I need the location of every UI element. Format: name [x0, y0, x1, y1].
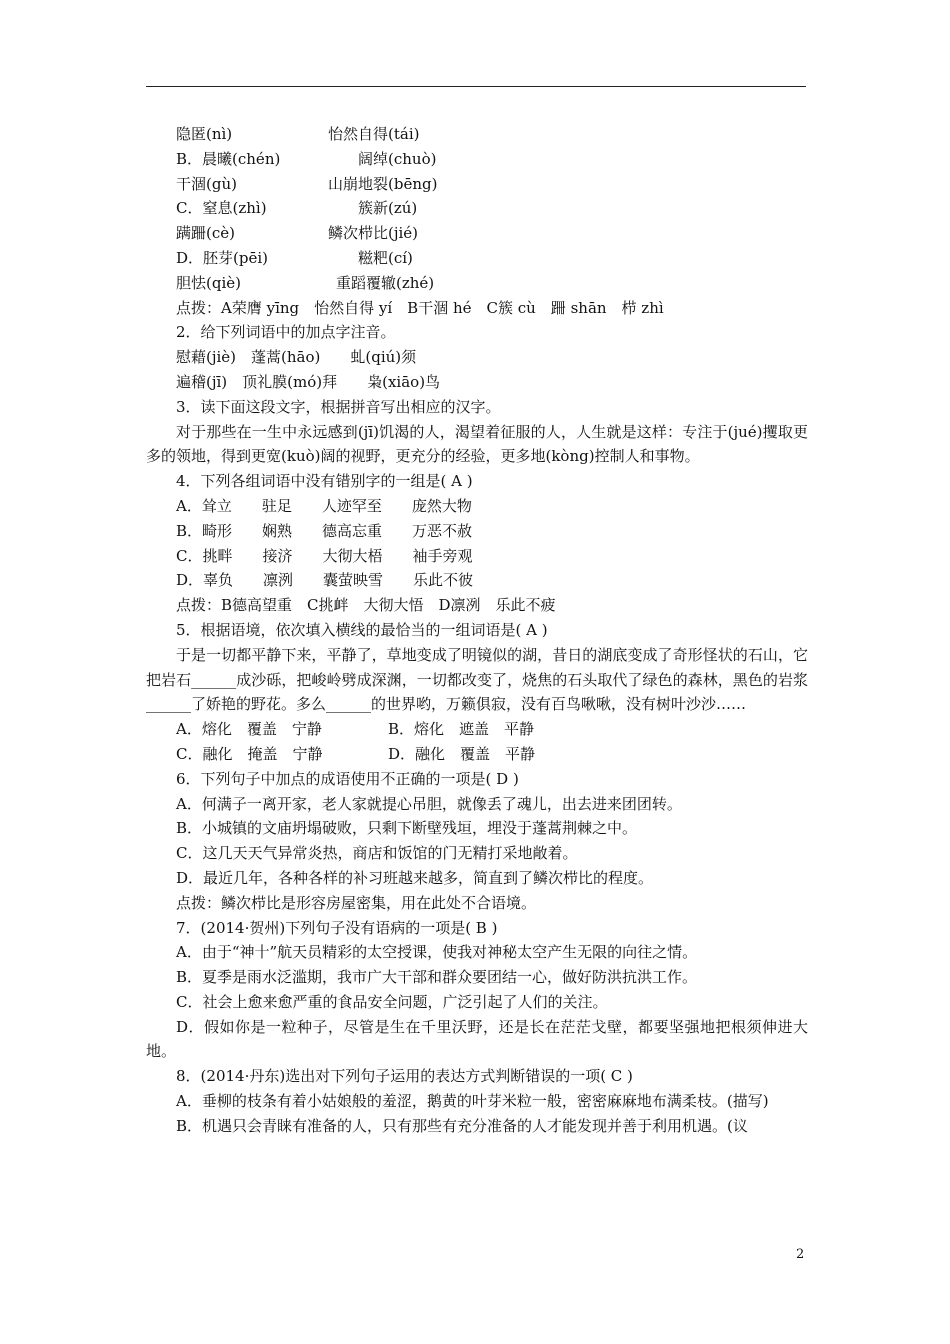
line-text: 于是一切都平静下来，平静了，草地变成了明镜似的湖，昔日的湖底变成了奇形怪状的石山，它把岩石______成沙砾，把峻岭劈成深渊，一切都改变了，烧焦的石头取代了绿色的森林，黑色的岩浆______了娇艳的野花。多么______的世界哟，万籁俱寂，没有百鸟啾啾，没有树叶沙沙……: [146, 645, 808, 714]
line-text: 遍稽(jī) 顶礼膜(mó)拜 枭(xiāo)鸟: [176, 372, 441, 391]
text-line: [146, 1114, 808, 1139]
text-line: [146, 469, 808, 494]
line-text: 点拨：A荣膺 yīng 怡然自得 yí B干涸 hé C簇 cù 跚 shān 栉 zhì: [176, 298, 664, 317]
line-column-left: 蹒跚(cè): [176, 224, 235, 243]
text-line: [146, 866, 808, 891]
line-text: D．假如你是一粒种子，尽管是生在千里沃野，还是长在茫茫戈壁，都要坚强地把根须伸进大地。: [146, 1017, 808, 1061]
line-column-left: 隐匿(nì): [176, 125, 233, 143]
text-line: [146, 370, 808, 395]
line-column-left: D．胚芽(pēi): [176, 248, 269, 267]
text-line: [146, 320, 808, 345]
text-line: [146, 494, 808, 519]
text-line: [146, 841, 808, 866]
line-text: B．畸形 娴熟 德高忘重 万恶不赦: [176, 521, 473, 540]
line-text: 2．给下列词语中的加点字注音。: [176, 323, 396, 342]
line-text: 7．(2014·贺州)下列句子没有语病的一项是( B ): [176, 918, 498, 937]
text-line: [146, 345, 808, 370]
text-line: [146, 767, 808, 792]
line-column-left: 胆怯(qiè): [176, 273, 241, 292]
text-line: [146, 643, 808, 717]
line-column-right: 怡然自得(tái): [328, 125, 420, 143]
text-line: [146, 519, 808, 544]
text-line: [146, 544, 808, 569]
line-text: B．机遇只会青睐有准备的人，只有那些有充分准备的人才能发现并善于利用机遇。(议: [176, 1116, 748, 1135]
text-line: [146, 246, 808, 271]
text-line: [146, 792, 808, 817]
text-line: [146, 196, 808, 221]
text-line: [146, 891, 808, 916]
text-line: [146, 965, 808, 990]
text-line: [146, 916, 808, 941]
line-column-left: C．融化 掩盖 宁静: [176, 744, 323, 763]
text-line: [146, 618, 808, 643]
text-line: [146, 742, 808, 767]
text-line: [146, 296, 808, 321]
line-text: C．挑畔 接济 大彻大梧 袖手旁观: [176, 546, 473, 565]
line-text: C．社会上愈来愈严重的食品安全问题，广泛引起了人们的关注。: [176, 992, 608, 1011]
line-text: B．夏季是雨水泛滥期，我市广大干部和群众要团结一心，做好防洪抗洪工作。: [176, 968, 698, 987]
page-number: 2: [796, 1247, 805, 1262]
text-line: [146, 990, 808, 1015]
line-text: 5．根据语境，依次填入横线的最恰当的一组词语是( A ): [176, 620, 548, 639]
text-line: [146, 1089, 808, 1114]
line-column-left: C．窒息(zhì): [176, 199, 267, 218]
text-line: [146, 816, 808, 841]
text-line: [146, 593, 808, 618]
line-column-right: D．融化 覆盖 平静: [388, 744, 536, 763]
line-text: 8．(2014·丹东)选出对下列句子运用的表达方式判断错误的一项( C ): [176, 1067, 633, 1086]
line-text: B．小城镇的文庙坍塌破败，只剩下断壁残垣，埋没于蓬蒿荆棘之中。: [176, 819, 638, 838]
text-line: [146, 271, 808, 296]
line-text: C．这几天天气异常炎热，商店和饭馆的门无精打采地敞着。: [176, 844, 578, 863]
line-text: 6．下列句子中加点的成语使用不正确的一项是( D ): [176, 769, 519, 788]
line-text: A．何满子一离开家，老人家就提心吊胆，就像丢了魂儿，出去进来团团转。: [176, 794, 682, 813]
line-column-left: A．熔化 覆盖 宁静: [176, 720, 322, 739]
text-line: [146, 940, 808, 965]
text-line: [146, 568, 808, 593]
line-text: D．最近几年，各种各样的补习班越来越多，简直到了鳞次栉比的程度。: [176, 868, 654, 887]
line-text: A．由于“神十”航天员精彩的太空授课，使我对神秘太空产生无限的向往之情。: [176, 943, 698, 962]
header-rule: [146, 86, 806, 87]
text-line: [146, 172, 808, 197]
line-text: 点拨：B德高望重 C挑衅 大彻大悟 D凛冽 乐此不疲: [176, 596, 556, 615]
text-line: [146, 122, 808, 147]
line-text: A．耸立 驻足 人迹罕至 庞然大物: [176, 496, 472, 515]
line-text: 慰藉(jiè) 蓬蒿(hāo) 虬(qiú)须: [176, 348, 417, 367]
text-line: [146, 221, 808, 246]
text-line: [146, 420, 808, 470]
document-body: [146, 122, 808, 1139]
line-column-right: 簇新(zú): [358, 199, 418, 218]
line-column-right: 阔绰(chuò): [358, 149, 437, 168]
line-text: 点拨：鳞次栉比是形容房屋密集，用在此处不合语境。: [176, 893, 537, 912]
line-column-left: B．晨曦(chén): [176, 149, 281, 168]
line-text: 对于那些在一生中永远感到(jī)饥渴的人，渴望着征服的人，人生就是这样：专注于(jué)攫取更多的领地，得到更宽(kuò)阔的视野，更充分的经验，更多地(kòng)控制人和事物。: [146, 422, 808, 466]
line-column-right: 重蹈覆辙(zhé): [336, 273, 435, 292]
text-line: [146, 1015, 808, 1065]
line-column-right: 山崩地裂(bēng): [328, 174, 438, 193]
text-line: [146, 717, 808, 742]
line-text: A．垂柳的枝条有着小姑娘般的羞涩，鹅黄的叶芽米粒一般，密密麻麻地布满柔枝。(描写): [176, 1092, 769, 1111]
line-column-right: 糍粑(cí): [358, 248, 413, 267]
text-line: [146, 395, 808, 420]
line-column-left: 干涸(gù): [176, 174, 237, 193]
line-text: D．辜负 凛洌 囊萤映雪 乐此不彼: [176, 571, 474, 590]
line-column-right: 鳞次栉比(jié): [328, 224, 419, 243]
line-column-right: B．熔化 遮盖 平静: [388, 720, 535, 739]
line-text: 3．读下面这段文字，根据拼音写出相应的汉字。: [176, 397, 501, 416]
text-line: [146, 1064, 808, 1089]
text-line: [146, 147, 808, 172]
line-text: 4．下列各组词语中没有错别字的一组是( A ): [176, 472, 473, 491]
